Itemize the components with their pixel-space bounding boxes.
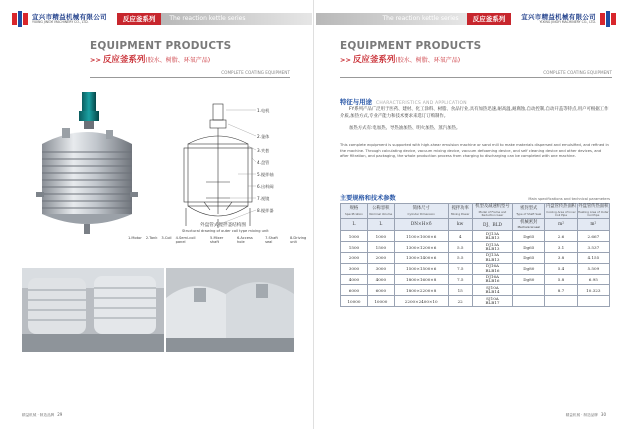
structure-diagram [176,102,294,242]
legend-item: 7.Shaft seal [265,236,278,244]
left-footer [22,412,62,418]
table-row [341,231,610,242]
chevron-icon: >> [90,56,101,64]
characteristics-title-cn: 特征与用途 [340,98,372,106]
table-cell: 3000 [367,263,394,274]
table-cell: 7.5 [448,274,472,285]
table-cell: 2000 [367,252,394,263]
header-cell: 规格 Specification [341,204,368,219]
description-cn-2: 加热方式有:电加热、导热油加热、明火加热、蒸汽加热。 [349,126,461,131]
table-cell: 10000 [341,296,368,307]
table-cell: 1000 [367,231,394,242]
table-cell: 3000 [341,263,368,274]
table-cell: 2000 [341,252,368,263]
complete-coating-line: COMPLETE COATING EQUIPMENT [90,70,290,78]
table-cell: 1300×1400×6 [394,252,448,263]
spec-table [340,203,610,307]
reactor-photo [32,92,142,234]
product-title-sub: (胶水、树脂、环氧产品) [145,57,211,64]
characteristics-title-en: CHARACTERISTICS AND APPLICATION [375,101,467,106]
table-cell: Dg80 [513,263,545,274]
footer-label: 精益机械 · 制造品牌 [22,413,55,417]
spec-title-cn: 主要规格和技术参数 [340,195,396,202]
complete-coating-line: COMPLETE COATING EQUIPMENT [340,70,612,78]
spec-title-en: Main specifications and technical parameters [528,197,610,201]
right-header-band [316,8,616,30]
table-cell [513,296,545,307]
table-cell: 2.6 [545,231,577,242]
header-cell: 筒体尺寸 Cylinder Dimension [394,204,448,219]
footer-label: 精益机械 · 制造品牌 [565,413,598,417]
equipment-products-title: EQUIPMENT PRODUCTS [340,40,482,52]
header-cell: 搅拌功率 Mixing Power [448,204,472,219]
unit-cell: L [341,219,368,231]
unit-cell: m² [545,219,577,231]
table-cell: 4000 [341,274,368,285]
left-heading [90,40,231,65]
diagram-legend [128,236,314,244]
table-cell: 5.5 [448,252,472,263]
unit-cell: DJ、BLD [472,219,512,231]
diagram-label: 8.搅拌器 [257,208,274,213]
unit-cell: 机械密封 Mechanical seal [513,219,545,231]
table-cell: 15 [448,285,472,296]
table-cell [513,285,545,296]
workshop-photo-right [166,268,294,352]
table-cell: 3.1 [545,242,577,253]
product-title-cn [340,53,481,65]
unit-cell: DN×H×δ [394,219,448,231]
series-bar [117,13,312,25]
header-cell: 外盘管传热面积 Heating Area of Outer Coil Pipe [577,204,609,218]
legend-item: 5.Mixer shaft [210,236,224,244]
table-cell: 5.5 [448,242,472,253]
page-number: 30 [600,412,606,417]
table-cell: DJ16A BLB16 [472,274,512,285]
logo-icon [600,11,616,27]
company-name-en: YIXING JINGYI MACHINERY CO., LTD. [539,20,596,25]
header-cell: 机型及减速机型号 Model of Frame and Reduction Gear [472,204,512,219]
company-logo [521,11,616,27]
table-cell: 1800×2200×8 [394,285,448,296]
table-cell: 22 [448,296,472,307]
header-cell: 密封型式 Type of Shaft Seal [513,204,545,219]
table-cell: 5.8 [545,274,577,285]
workshop-photo-left [22,268,164,352]
product-title-text: 反应釜系列 [102,55,146,65]
table-cell: 1300×1200×6 [394,242,448,253]
table-cell: SJ10A BLB14 [472,285,512,296]
diagram-label: 2.釜体 [257,134,270,139]
page-number: 29 [57,412,63,417]
table-row [341,296,610,307]
table-row [341,263,610,274]
series-label-en: The reaction kettle series [316,13,467,25]
table-cell: 4 [448,231,472,242]
diagram-label: 1.电机 [257,108,270,113]
table-cell: 3.8 [545,252,577,263]
product-title-cn [90,53,231,65]
table-row [341,285,610,296]
equipment-products-title: EQUIPMENT PRODUCTS [90,40,232,52]
table-cell: 1500 [341,242,368,253]
table-cell: Dg65 [513,242,545,253]
company-logo [12,11,107,27]
table-row [341,252,610,263]
table-cell: Dg80 [513,274,545,285]
company-name-cn: 宜兴市精益机械有限公司 [32,12,107,21]
table-cell [545,296,577,307]
table-cell: Dg65 [513,252,545,263]
series-label-en: The reaction kettle series [161,13,312,25]
diagram-label: 7.视镜 [257,196,270,201]
table-cell: 6000 [341,285,368,296]
table-cell: DJ13A BLB13 [472,242,512,253]
header-cell: 内盘管传热面积 Cooling Area of Inner Coil Pipe [546,204,577,218]
spec-units-row [341,219,610,231]
diagram-label: 6.出料阀 [257,184,274,189]
description-cn-1: FY系列产品广泛用于医药、建材、化工涂料、树脂、食品行业,具有加热迅速,耐高温,耐腐蚀,自动控制,自动开盖等特点,用户可根据工作介质,加热方式,专业产能力和技术要求来选订订购制作。 [340,107,609,119]
table-cell: 1500×1500×6 [394,263,448,274]
series-bar [316,13,511,25]
diagram-caption-cn: 外盘管式搅拌釜结构图 [200,223,246,228]
table-cell: 6.95 [577,274,609,285]
company-name-cn: 宜兴市精益机械有限公司 [521,12,596,21]
spec-header-row [341,204,610,219]
table-cell: 1000 [341,231,368,242]
diagram-label: 5.搅拌轴 [257,172,274,177]
series-label-cn: 反应釜系列 [467,13,512,25]
table-cell: 5.4 [545,263,577,274]
table-row [341,274,610,285]
header-cell: 公称容积 Nominal Volume [367,204,394,219]
table-cell: DJ16A BLB16 [472,263,512,274]
characteristics-title [340,97,467,106]
table-cell: 3.537 [577,242,609,253]
table-cell: 1100×1000×6 [394,231,448,242]
diagram-label: 4.盘管 [257,160,270,165]
series-label-cn: 反应釜系列 [117,13,162,25]
table-cell: 8.7 [545,285,577,296]
legend-item: 8.Driving unit [289,236,307,244]
table-cell: 2200×2400×10 [394,296,448,307]
legend-item: 4.Semi-coil panel [175,236,196,244]
table-cell [577,296,609,307]
legend-item: 3.Coil [161,236,172,240]
product-title-text: 反应釜系列 [352,55,396,65]
right-heading [340,40,481,65]
unit-cell: L [367,219,394,231]
legend-item: 2.Tank [145,236,158,240]
diagram-label: 3.夹套 [257,148,270,153]
table-cell: 10000 [367,296,394,307]
table-cell: DJ13A BLB13 [472,252,512,263]
table-cell: 4.155 [577,252,609,263]
table-cell: 1500 [367,242,394,253]
right-footer [566,412,606,418]
logo-icon [12,11,28,27]
table-cell: SJ10A BLB17 [472,296,512,307]
product-title-sub: (胶水、树脂、环氧产品) [395,57,461,64]
table-cell: 5.509 [577,263,609,274]
chevron-icon: >> [340,56,351,64]
left-header-band [12,8,312,30]
diagram-caption-en: Structural drawing of outer coil type mixing unit [182,229,269,233]
company-name-en: YIXING JINGYI MACHINERY CO., LTD. [32,20,89,25]
table-cell: Dg65 [513,231,545,242]
right-page [314,0,628,429]
table-cell: 7.5 [448,263,472,274]
table-cell: 4000 [367,274,394,285]
unit-cell: kw [448,219,472,231]
table-cell: 10.323 [577,285,609,296]
table-cell: 6000 [367,285,394,296]
unit-cell: m² [577,219,609,231]
table-cell: 1800×1600×8 [394,274,448,285]
table-cell: 2.667 [577,231,609,242]
table-cell: DJ13A BLB13 [472,231,512,242]
legend-item: 1.Motor [128,236,142,240]
table-row [341,242,610,253]
description-en: This complete equipment is supported with high-shear emulsion machine or sand mill to make materials dispersed and emulsified, and refined in the machine. Through calculating device, vacuum mixing device, vacuum defoaming device, and self cleaning device and other devices, and after filtration, and packaging, the whole production process from charging to discharging can be completed with one machine. [340,143,609,159]
legend-item: 6.Access hole [236,236,253,244]
